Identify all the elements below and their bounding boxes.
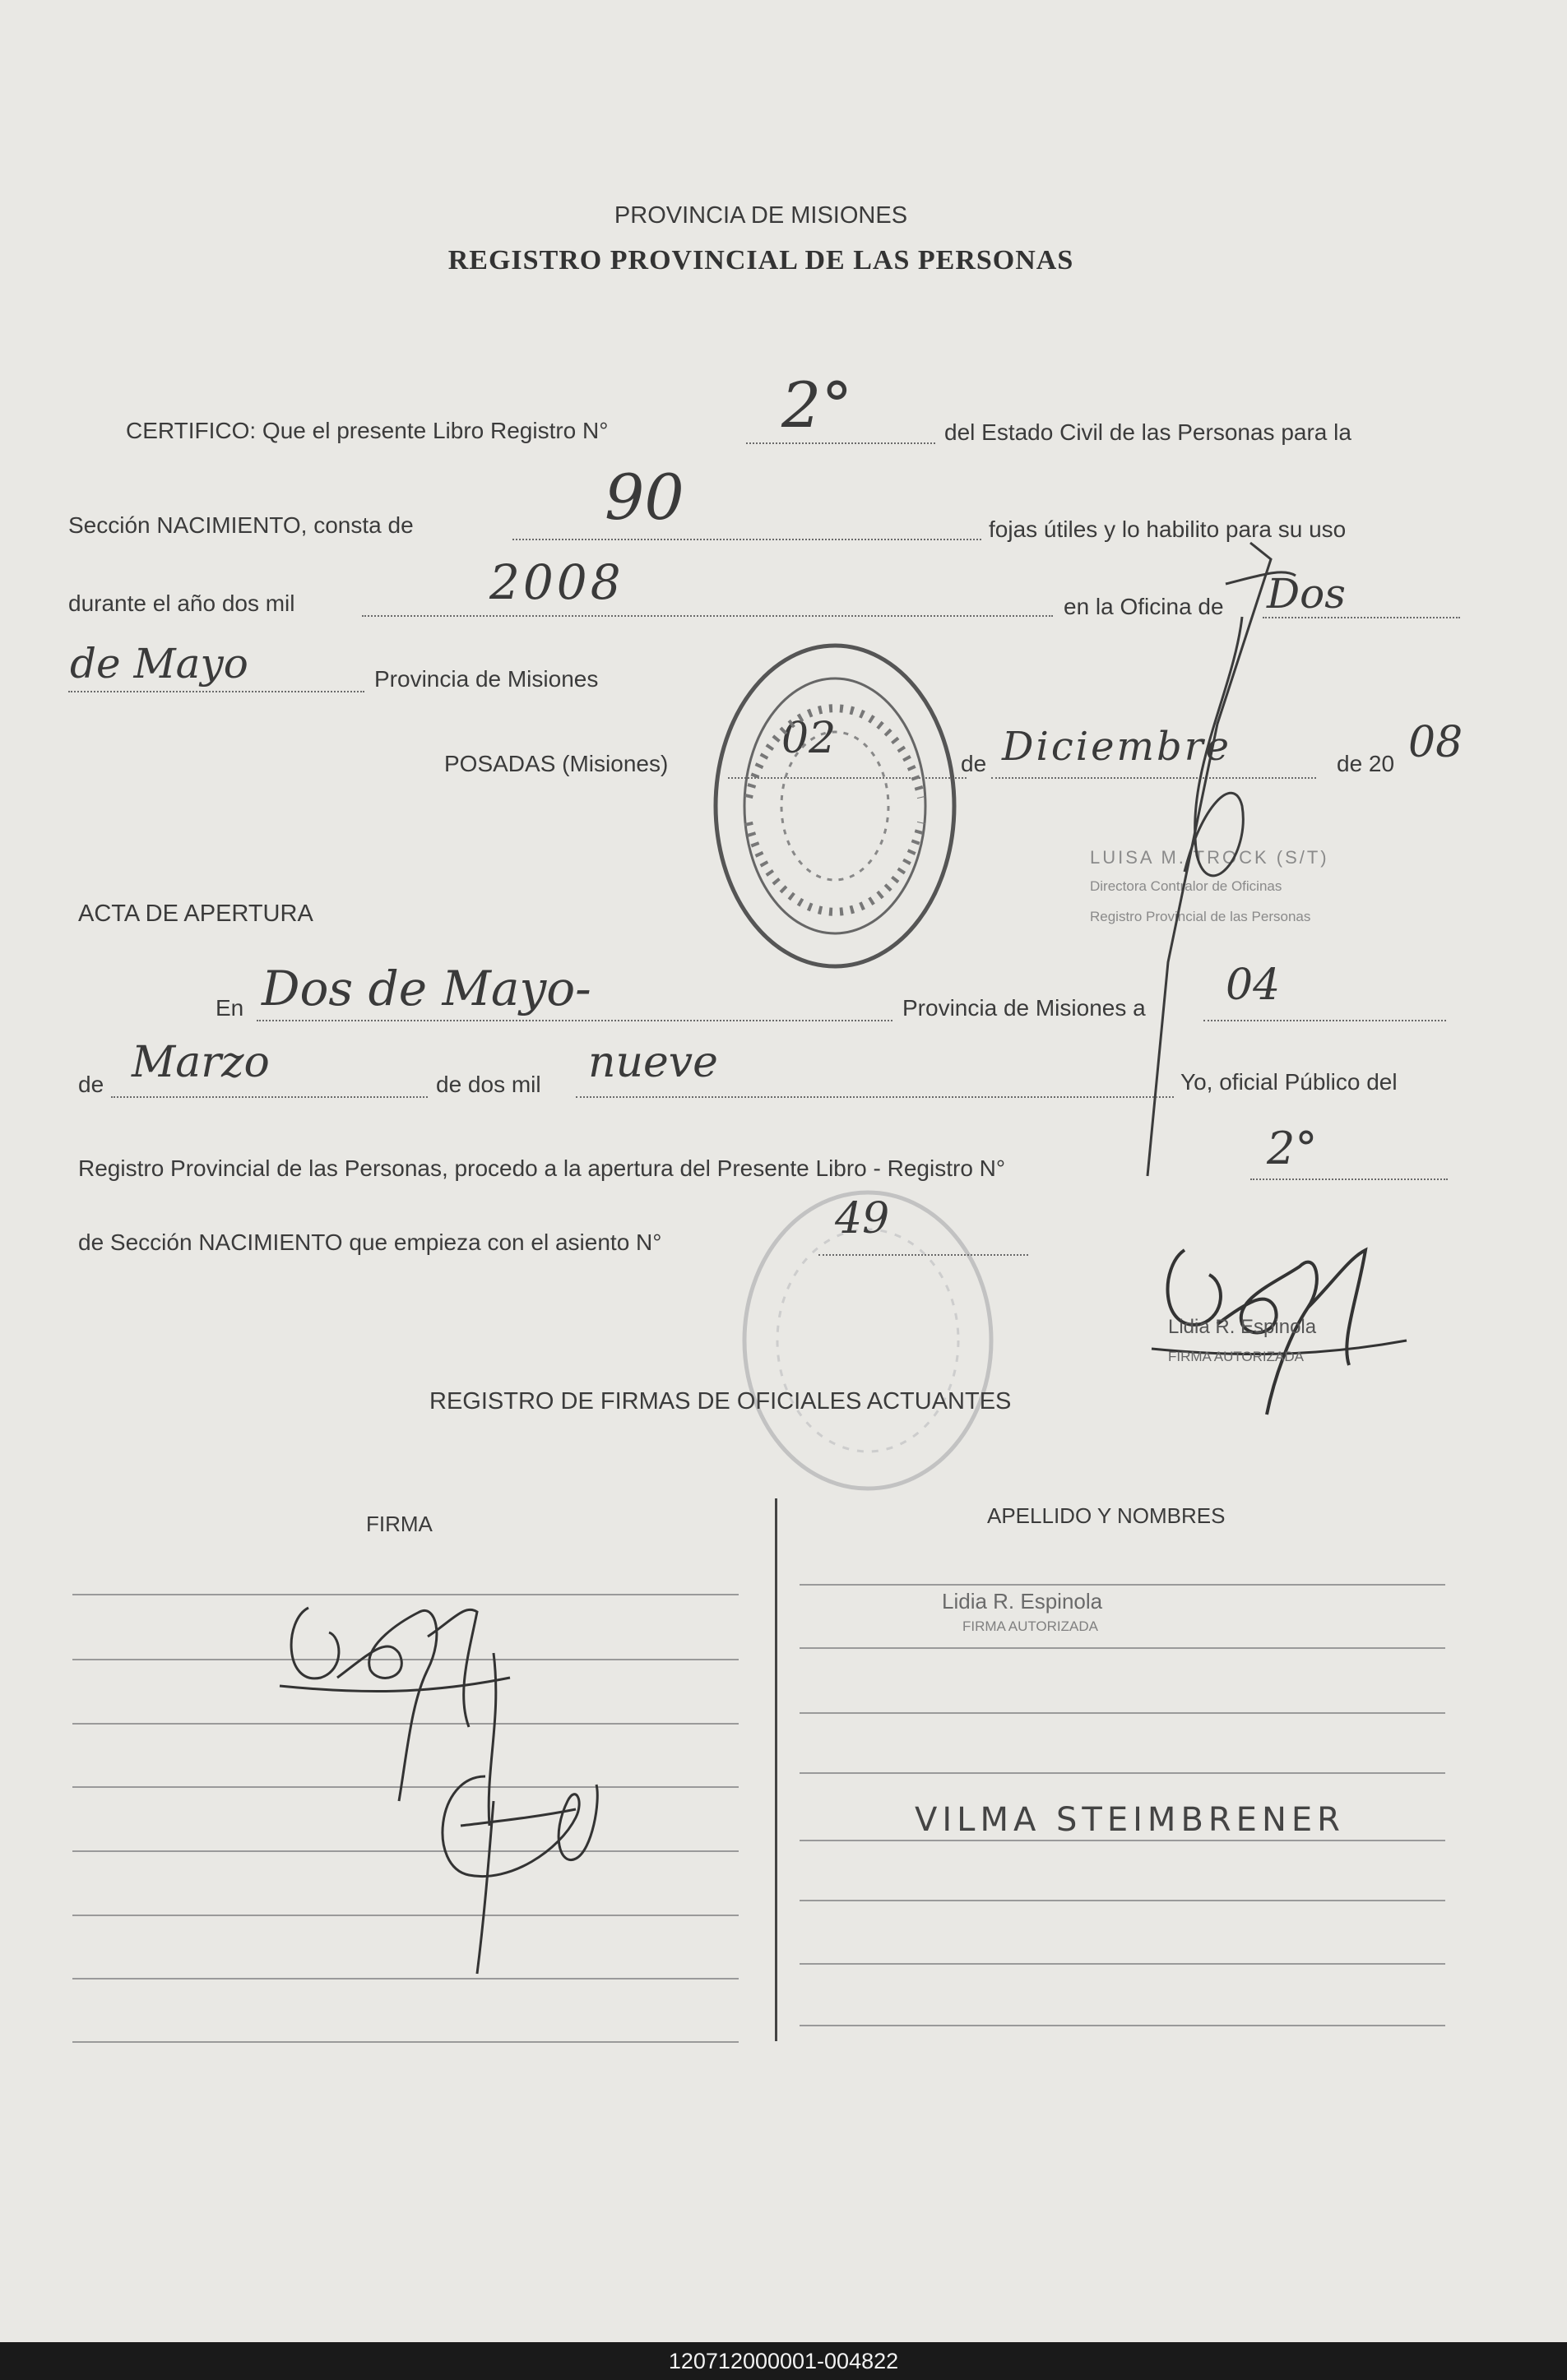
dotted-fill-line [1203, 1020, 1446, 1021]
acta-place-handwritten: Dos de Mayo- [262, 961, 591, 1016]
day-handwritten: 02 [781, 714, 837, 763]
dotted-fill-line [362, 615, 1053, 617]
acta-line2-suffix: Yo, oficial Público del [1180, 1069, 1398, 1095]
cert-line2-suffix: fojas útiles y lo habilito para su uso [989, 516, 1347, 542]
official-stamp-name: Lidia R. Espinola [1168, 1316, 1317, 1338]
acta-day-handwritten: 04 [1226, 961, 1281, 1010]
acta-registro-handwritten: 2° [1267, 1123, 1318, 1174]
dotted-fill-line [257, 1020, 892, 1021]
acta-month-handwritten: Marzo [132, 1038, 270, 1087]
cert-line3-prefix: durante el año dos mil [68, 590, 295, 616]
acta-dos-mil-label: de dos mil [436, 1072, 541, 1097]
dotted-fill-line [68, 691, 364, 692]
dotted-fill-line [576, 1096, 1174, 1098]
place-label: POSADAS (Misiones) [444, 751, 669, 776]
acta-asiento-handwritten: 49 [835, 1194, 890, 1243]
office-handwritten-part1: Dos [1267, 570, 1346, 618]
registry-heading: REGISTRO PROVINCIAL DE LAS PERSONAS [447, 245, 1074, 276]
libro-number-handwritten: 2° [781, 368, 853, 442]
year-prefix-label: de 20 [1337, 751, 1395, 776]
cert-line1-suffix: del Estado Civil de las Personas para la [944, 419, 1351, 445]
nombres-rule [800, 1772, 1445, 1774]
cert-line2-prefix: Sección NACIMIENTO, consta de [68, 512, 414, 538]
col-nombres-header: APELLIDO Y NOMBRES [987, 1503, 1226, 1528]
dotted-fill-line [746, 442, 935, 444]
col-firma-header: FIRMA [366, 1512, 433, 1536]
de-label: de [961, 751, 987, 776]
nombres-rule [800, 1900, 1445, 1901]
acta-de-label: de [78, 1072, 104, 1097]
name-stamp-1: Lidia R. Espinola [942, 1589, 1103, 1614]
director-stamp-name: LUISA M. TROCK (S/T) [1090, 847, 1329, 868]
office-handwritten-part2: de Mayo [70, 640, 248, 688]
acta-year-handwritten: nueve [588, 1038, 718, 1087]
dotted-fill-line [818, 1254, 1028, 1256]
dotted-fill-line [512, 539, 981, 540]
dotted-fill-line [1250, 1178, 1448, 1180]
acta-en-label: En [216, 995, 244, 1021]
nombres-rule [800, 1712, 1445, 1714]
nombres-rule [800, 1963, 1445, 1965]
firma-signature-2 [411, 1752, 625, 1982]
year-handwritten: 2008 [489, 554, 624, 610]
acta-line4: de Sección NACIMIENTO que empieza con el asiento N° [78, 1229, 662, 1255]
fojas-handwritten: 90 [605, 461, 684, 534]
name-stamp-1-subtitle: FIRMA AUTORIZADA [962, 1618, 1098, 1634]
signatures-title: REGISTRO DE FIRMAS DE OFICIALES ACTUANTES [429, 1388, 1012, 1415]
name-handwritten-2: VILMA STEIMBRENER [915, 1801, 1345, 1839]
director-stamp-title: Directora Contralor de Oficinas [1090, 878, 1282, 894]
cert-line1-prefix: CERTIFICO: Que el presente Libro Registro N° [126, 418, 609, 443]
province-heading: PROVINCIA DE MISIONES [614, 202, 908, 229]
director-stamp-org: Registro Provincial de las Personas [1090, 909, 1311, 924]
cert-line4-suffix: Provincia de Misiones [374, 666, 599, 692]
firma-rule [72, 2041, 739, 2043]
column-divider [775, 1498, 777, 2041]
acta-line1-suffix: Provincia de Misiones a [902, 995, 1146, 1021]
document-id-footer: 120712000001-004822 [0, 2342, 1567, 2380]
cert-line3-suffix: en la Oficina de [1064, 594, 1224, 619]
official-stamp-subtitle: FIRMA AUTORIZADA [1168, 1349, 1304, 1364]
month-handwritten: Diciembre [1002, 724, 1232, 770]
nombres-rule [800, 1647, 1445, 1649]
acta-title: ACTA DE APERTURA [78, 901, 313, 927]
year-suffix-handwritten: 08 [1408, 718, 1463, 767]
round-seal [699, 625, 971, 987]
nombres-rule [800, 1584, 1445, 1586]
dotted-fill-line [111, 1096, 428, 1098]
nombres-rule [800, 2025, 1445, 2026]
nombres-rule [800, 1840, 1445, 1841]
acta-line3: Registro Provincial de las Personas, procedo a la apertura del Presente Libro - Registro N° [78, 1155, 1006, 1181]
